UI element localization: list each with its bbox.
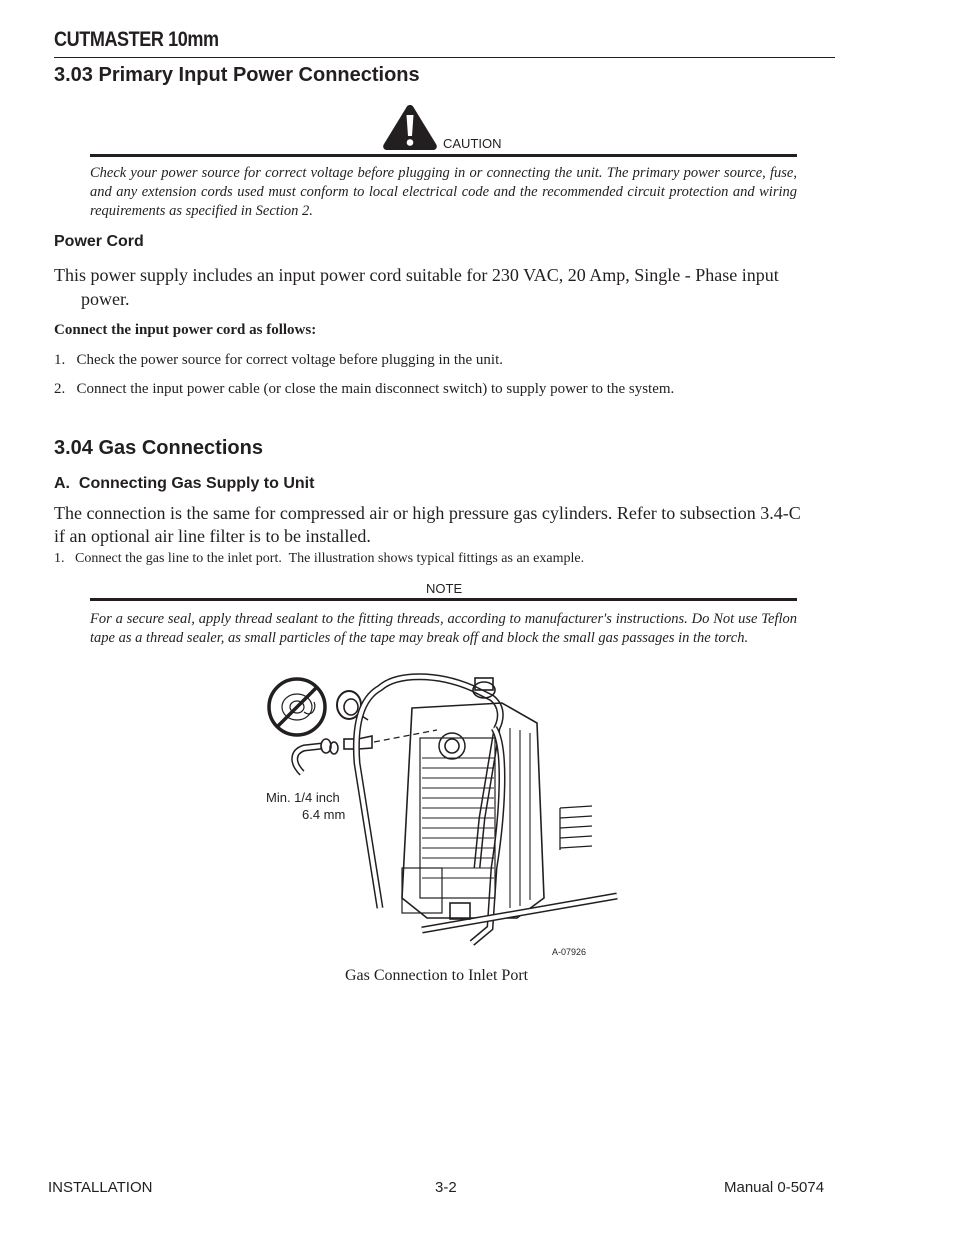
label-mm: 6.4 mm [302, 807, 346, 822]
section-heading-303: 3.03 Primary Input Power Connections [54, 64, 420, 86]
figure-caption: Gas Connection to Inlet Port [345, 967, 529, 984]
gas-para-line2: if an optional air line filter is to be installed. [54, 526, 371, 546]
gas-para-line1: The connection is the same for compressed air or high pressure gas cylinders. Refer to subsection 3.4-C [54, 503, 801, 523]
section-heading-304: 3.04 Gas Connections [54, 437, 263, 459]
caution-text: Check your power source for correct voltage before plugging in or connecting the unit. The primary power source, fuse, and any extension cords used must conform to local electrical code and the recommended circuit protection and wiring requirements as specified in Section 2. [90, 165, 797, 219]
gas-step-1: 1. Connect the gas line to the inlet port. The illustration shows typical fittings as an example. [54, 551, 585, 566]
figure-code: A-07926 [552, 947, 587, 957]
power-cord-heading: Power Cord [54, 233, 144, 250]
no-teflon-tape-icon [269, 679, 325, 735]
note-text: For a secure seal, apply thread sealant to the fitting threads, according to manufacturer's instructions. Do Not use Teflon tape as a thread sealer, as small particles of the tape may break off and block the small gas passages in the torch. [90, 611, 797, 646]
step-1: 1. Check the power source for correct voltage before plugging in the unit. [54, 352, 504, 368]
caution-rule [90, 154, 797, 157]
power-cord-line2: power. [81, 289, 130, 309]
connect-heading: Connect the input power cord as follows: [54, 322, 317, 338]
label-min-inch: Min. 1/4 inch [266, 790, 340, 805]
step-2: 2. Connect the input power cable (or close the main disconnect switch) to supply power to the system. [54, 381, 675, 397]
warning-icon [381, 103, 439, 151]
header-title: CUTMASTER 10mm [54, 28, 219, 51]
power-cord-line1: This power supply includes an input power cord suitable for 230 VAC, 20 Amp, Single - Phase input [54, 265, 779, 285]
footer-left: INSTALLATION [48, 1179, 153, 1196]
note-label: NOTE [426, 581, 463, 596]
footer-page-number: 3-2 [435, 1179, 457, 1196]
caution-label: CAUTION [443, 136, 502, 151]
header-rule [54, 57, 835, 58]
sub-heading-a: A. Connecting Gas Supply to Unit [54, 475, 315, 492]
note-rule [90, 598, 797, 601]
footer-manual-number: Manual 0-5074 [724, 1179, 825, 1196]
